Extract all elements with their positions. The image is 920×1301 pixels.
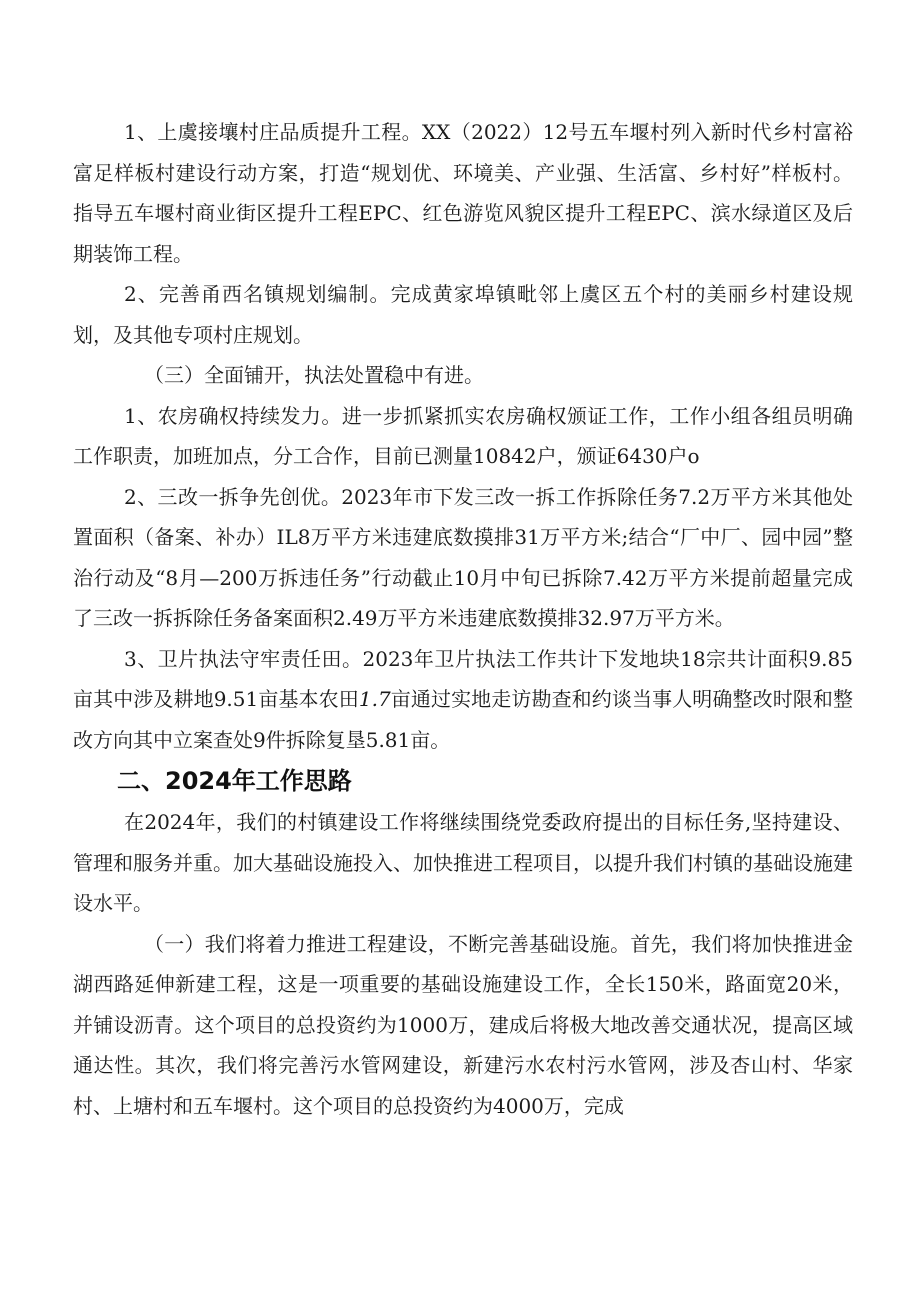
subheading-enforcement: （三）全面铺开，执法处置稳中有进。 — [144, 363, 484, 387]
paragraph-infrastructure: （一）我们将着力推进工程建设，不断完善基础设施。首先，我们将加快推进金湖西路延伸新建工程，这是一项重要的基础设施建设工作，全长150米，路面宽20米，并铺设沥青。这个项目的总投资约为1000万，建成后将极大地改善交通状况，提高区域通达性。其次，我们将完善污水管网建设，新建污水农村污水管网，涉及杏山村、华家村、上塘村和五车堰村。这个项目的总投资约为4000万，完成 — [73, 931, 853, 1118]
document-body — [73, 112, 853, 1126]
paragraph-satellite-enforcement — [73, 639, 853, 761]
paragraph-demolition: 2、三改一拆争先创优。2023年市下发三改一拆工作拆除任务7.2万平方米其他处置面积（备案、补办）IL8万平方米违建底数摸排31万平方米;结合“厂中厂、园中园”整治行动及“8月—200万拆违任务”行动截止10月中旬已拆除7.42万平方米提前超量完成了三改一拆拆除任务备案面积2.49万平方米违建底数摸排32.97万平方米。 — [73, 484, 853, 630]
satellite-italic-value: 1.7 — [358, 687, 391, 711]
satellite-text-after: 亩通过实地走访勘查和约谈当事人明确整改时限和整改方向其中立案查处9件拆除复垦5.81亩。 — [73, 687, 854, 752]
paragraph-housing-rights: 1、农房确权持续发力。进一步抓紧抓实农房确权颁证工作，工作小组各组员明确工作职责，加班加点，分工合作，目前已测量10842户，颁证6430户o — [73, 403, 853, 468]
satellite-text-before: 3、卫片执法守牢责任田。2023年卫片执法工作共计下发地块18宗共计面积9.85亩其中涉及耕地9.51亩基本农田 — [73, 646, 853, 711]
paragraph-town-planning: 2、完善甬西名镇规划编制。完成黄家埠镇毗邻上虞区五个村的美丽乡村建设规划，及其他专项村庄规划。 — [73, 282, 853, 347]
paragraph-village-upgrade: 1、上虞接壤村庄品质提升工程。XX（2022）12号五车堰村列入新时代乡村富裕富足样板村建设行动方案，打造“规划优、环境美、产业强、生活富、乡村好”样板村。指导五车堰村商业街区提升工程EPC、红色游览风貌区提升工程EPC、滨水绿道区及后期装饰工程。 — [73, 120, 853, 266]
section-heading-2024-plan: 二、2024年工作思路 — [117, 767, 352, 795]
paragraph-2024-overview: 在2024年，我们的村镇建设工作将继续围绕党委政府提出的目标任务,坚持建设、管理和服务并重。加大基础设施投入、加快推进工程项目，以提升我们村镇的基础设施建设水平。 — [73, 810, 853, 915]
